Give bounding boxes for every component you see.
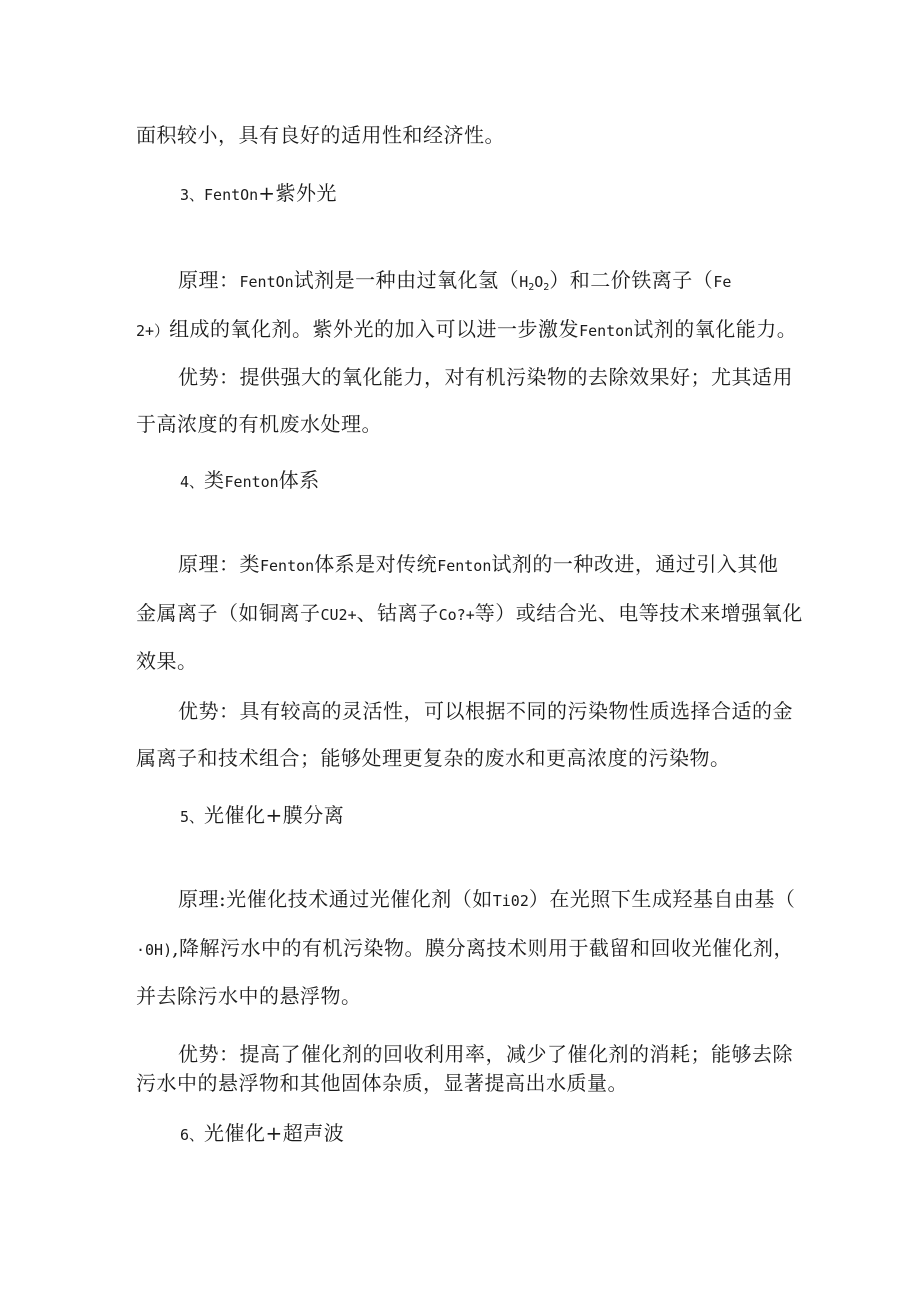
heading-text: 体系 bbox=[278, 468, 320, 492]
section-heading-5 bbox=[180, 802, 344, 830]
paragraph-line bbox=[136, 316, 797, 344]
section-number: 4、 bbox=[180, 473, 205, 491]
paragraph-line bbox=[178, 267, 731, 301]
text: 于高浓度的有机废水处理。 bbox=[136, 412, 382, 436]
subscript: 2 bbox=[528, 282, 535, 293]
text: 污水中的悬浮物和其他固体杂质，显著提高出水质量。 bbox=[136, 1071, 628, 1095]
inline-term: Fenton bbox=[260, 557, 315, 575]
text: 试剂的氧化能力。 bbox=[633, 317, 798, 341]
text: 等）或结合光、电等技术来增强氧化 bbox=[474, 601, 803, 625]
text: 体系是对传统 bbox=[314, 552, 438, 576]
inline-term: Fenton bbox=[437, 557, 492, 575]
text: 并去除污水中的悬浮物。 bbox=[136, 984, 362, 1008]
paragraph-line bbox=[136, 935, 794, 963]
paragraph-line bbox=[136, 745, 731, 771]
inline-term: O bbox=[534, 273, 544, 291]
heading-text: 类 bbox=[204, 468, 225, 492]
section-number: 5、 bbox=[180, 808, 205, 826]
label-principle: 原理 bbox=[178, 887, 219, 911]
text: 试剂的一种改进，通过引入其他 bbox=[491, 552, 779, 576]
text: 效果。 bbox=[136, 649, 198, 673]
text: ）在光照下生成羟基自由基（ bbox=[528, 887, 796, 911]
section-number: 6、 bbox=[180, 1126, 205, 1144]
text: 组成的氧化剂。紫外光的加入可以进一步激发 bbox=[169, 317, 580, 341]
text: 属离子和技术组合；能够处理更复杂的废水和更高浓度的污染物。 bbox=[136, 746, 731, 770]
paragraph-line bbox=[178, 1041, 793, 1067]
text: 优势：提供强大的氧化能力，对有机污染物的去除效果好；尤其适用 bbox=[178, 365, 793, 389]
inline-term: Fenton bbox=[579, 322, 634, 340]
heading-text: FentOn bbox=[204, 186, 259, 204]
paragraph-line bbox=[136, 600, 803, 628]
section-number: 3、 bbox=[180, 186, 205, 204]
label-principle: 原理：类 bbox=[178, 552, 260, 576]
paragraph-line bbox=[178, 551, 778, 579]
subscript: 2 bbox=[543, 282, 550, 293]
heading-text: 光催化+膜分离 bbox=[204, 803, 345, 827]
section-heading-3 bbox=[180, 180, 337, 208]
paragraph-line bbox=[136, 1070, 628, 1096]
text: 金属离子（如铜离子 bbox=[136, 601, 321, 625]
section-heading-6 bbox=[180, 1120, 344, 1148]
paragraph-line bbox=[178, 698, 793, 724]
text: 面积较小，具有良好的适用性和经济性。 bbox=[136, 123, 505, 147]
label-principle: 原理： bbox=[178, 268, 240, 292]
text: 优势：具有较高的灵活性，可以根据不同的污染物性质选择合适的金 bbox=[178, 699, 793, 723]
inline-term: 2+） bbox=[136, 322, 170, 340]
paragraph-line bbox=[136, 983, 362, 1009]
inline-term: Fenton bbox=[224, 473, 279, 491]
inline-term: Ti02 bbox=[492, 892, 529, 910]
inline-term: ·0H) bbox=[136, 941, 173, 959]
text: 试剂是一种由过氧化氢（ bbox=[293, 268, 520, 292]
text: 、钴离子 bbox=[356, 601, 439, 625]
paragraph-line bbox=[136, 122, 505, 148]
inline-term: H bbox=[519, 273, 529, 291]
paragraph-line bbox=[136, 411, 382, 437]
inline-term: FentOn bbox=[239, 273, 294, 291]
text: ）和二价铁离子（ bbox=[549, 268, 714, 292]
inline-term: CU2+ bbox=[320, 606, 357, 624]
heading-text: 光催化+超声波 bbox=[204, 1121, 345, 1145]
paragraph-line bbox=[178, 886, 795, 914]
inline-term: Co?+ bbox=[438, 606, 475, 624]
text: : bbox=[219, 887, 227, 911]
heading-text: +紫外光 bbox=[258, 181, 337, 205]
text: ,降解污水中的有机污染物。膜分离技术则用于截留和回收光催化剂， bbox=[172, 936, 794, 960]
section-heading-4 bbox=[180, 467, 320, 495]
inline-term: Fe bbox=[713, 273, 732, 291]
text: 优势：提高了催化剂的回收利用率，减少了催化剂的消耗；能够去除 bbox=[178, 1042, 793, 1066]
paragraph-line bbox=[136, 648, 198, 674]
paragraph-line bbox=[178, 364, 793, 390]
text: 光催化技术通过光催化剂（如 bbox=[226, 887, 493, 911]
